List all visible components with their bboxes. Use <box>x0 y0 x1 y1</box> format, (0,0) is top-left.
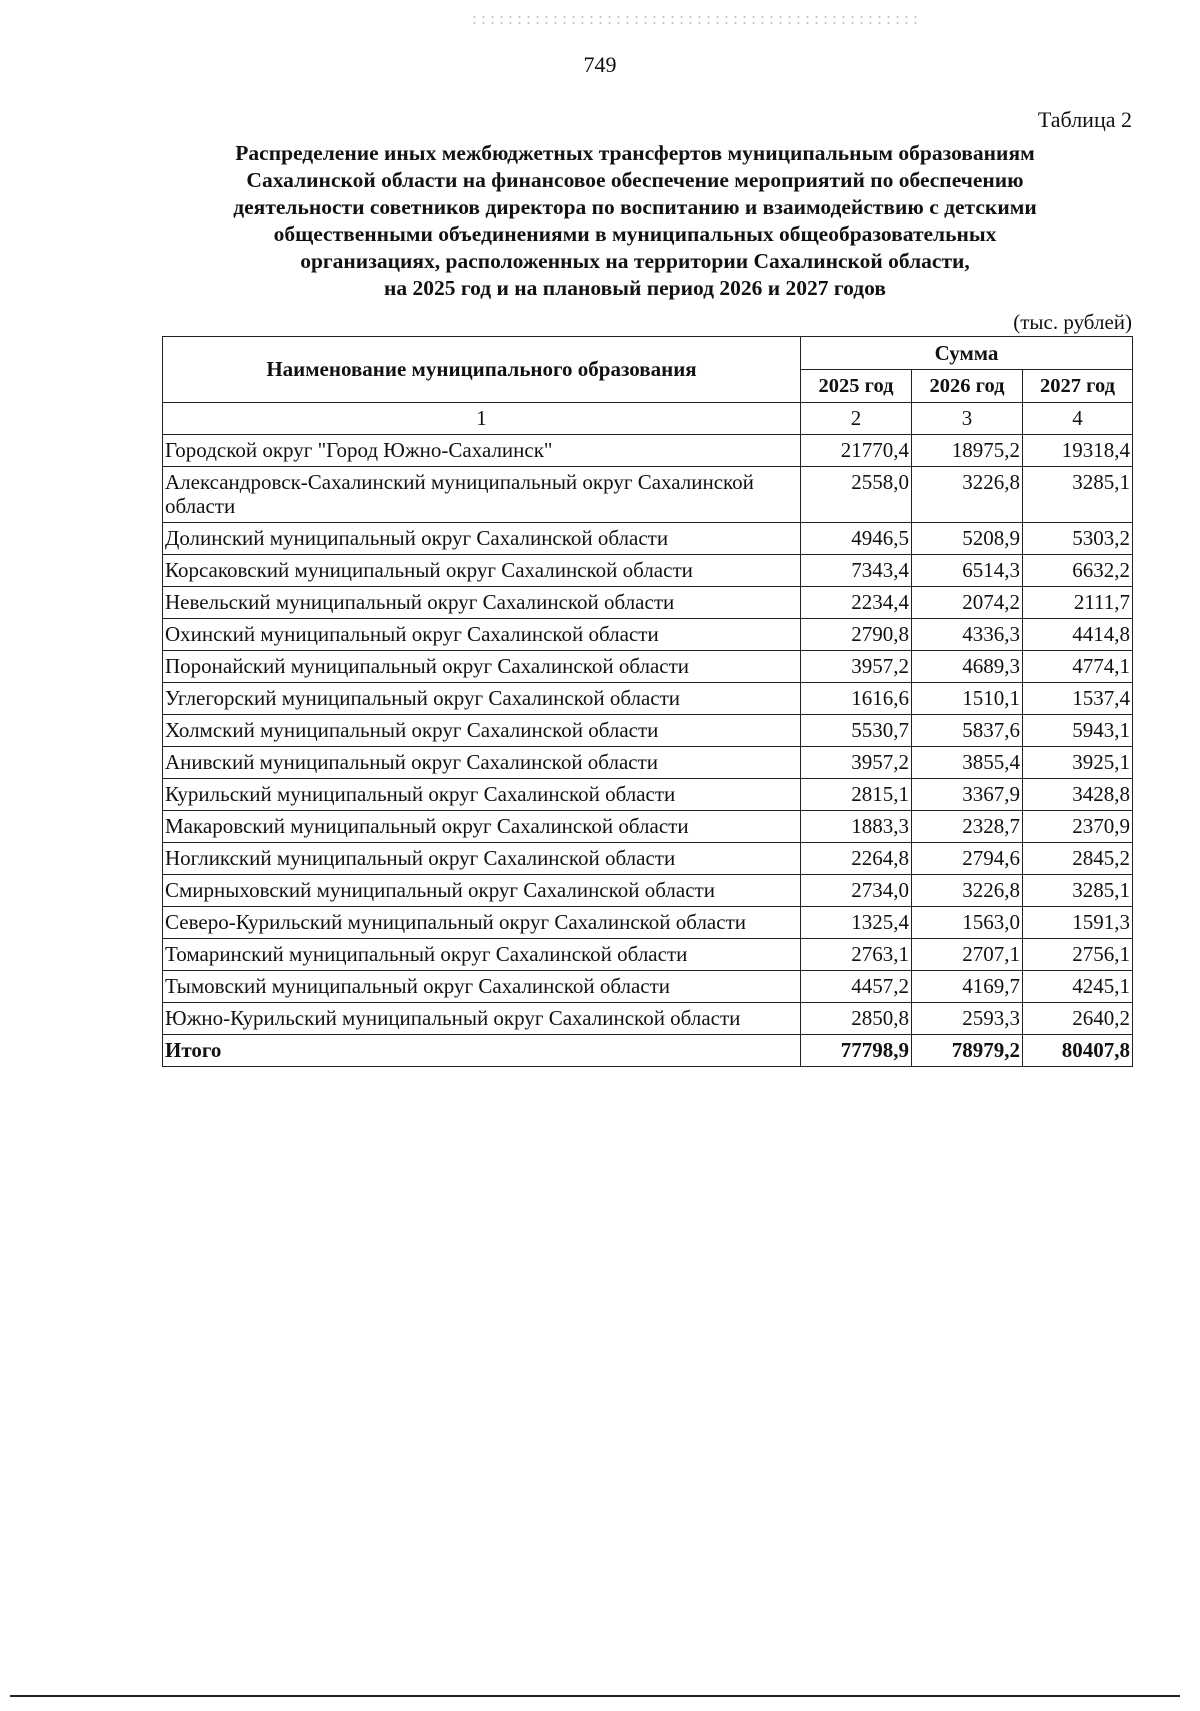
value-2025: 2790,8 <box>801 619 912 651</box>
value-2026: 5208,9 <box>912 523 1023 555</box>
table-row <box>163 875 1133 907</box>
value-2026: 2328,7 <box>912 811 1023 843</box>
value-2026: 4336,3 <box>912 619 1023 651</box>
municipality-name: Невельский муниципальный округ Сахалинской области <box>163 587 801 619</box>
total-2027: 80407,8 <box>1023 1035 1133 1067</box>
municipality-name: Ногликский муниципальный округ Сахалинской области <box>163 843 801 875</box>
value-2025: 1325,4 <box>801 907 912 939</box>
header-year-2026: 2026 год <box>912 370 1023 403</box>
title-line: организациях, расположенных на территории Сахалинской области, <box>300 249 970 273</box>
table-row <box>163 939 1133 971</box>
value-2025: 2234,4 <box>801 587 912 619</box>
value-2025: 4946,5 <box>801 523 912 555</box>
value-2025: 2850,8 <box>801 1003 912 1035</box>
table-row <box>163 587 1133 619</box>
scan-noise <box>470 14 920 28</box>
value-2026: 2074,2 <box>912 587 1023 619</box>
units-label: (тыс. рублей) <box>1013 310 1132 334</box>
value-2026: 3226,8 <box>912 875 1023 907</box>
title-line: на 2025 год и на плановый период 2026 и 2027 годов <box>384 276 886 300</box>
value-2026: 3226,8 <box>912 467 1023 523</box>
value-2025: 4457,2 <box>801 971 912 1003</box>
value-2027: 2845,2 <box>1023 843 1133 875</box>
value-2027: 4414,8 <box>1023 619 1133 651</box>
municipality-name: Курильский муниципальный округ Сахалинской области <box>163 779 801 811</box>
value-2026: 6514,3 <box>912 555 1023 587</box>
table-row <box>163 435 1133 467</box>
bottom-rule <box>10 1695 1180 1697</box>
total-row <box>163 1035 1133 1067</box>
municipality-name: Поронайский муниципальный округ Сахалинской области <box>163 651 801 683</box>
value-2025: 2815,1 <box>801 779 912 811</box>
value-2025: 3957,2 <box>801 651 912 683</box>
table-row <box>163 555 1133 587</box>
column-number: 4 <box>1023 403 1133 435</box>
column-number: 3 <box>912 403 1023 435</box>
table-row <box>163 651 1133 683</box>
column-number: 1 <box>163 403 801 435</box>
title-line: Распределение иных межбюджетных трансфертов муниципальным образованиям <box>235 141 1035 165</box>
value-2026: 4169,7 <box>912 971 1023 1003</box>
municipality-name: Углегорский муниципальный округ Сахалинской области <box>163 683 801 715</box>
municipality-name: Северо-Курильский муниципальный округ Сахалинской области <box>163 907 801 939</box>
value-2026: 2707,1 <box>912 939 1023 971</box>
value-2026: 3367,9 <box>912 779 1023 811</box>
value-2027: 1537,4 <box>1023 683 1133 715</box>
table-row <box>163 907 1133 939</box>
table-label: Таблица 2 <box>1037 107 1132 132</box>
value-2025: 5530,7 <box>801 715 912 747</box>
header-municipality: Наименование муниципального образования <box>163 337 801 403</box>
total-2025: 77798,9 <box>801 1035 912 1067</box>
document-title <box>170 140 1100 302</box>
value-2027: 2370,9 <box>1023 811 1133 843</box>
value-2027: 4774,1 <box>1023 651 1133 683</box>
table-row <box>163 523 1133 555</box>
table-row <box>163 811 1133 843</box>
header-year-2027: 2027 год <box>1023 370 1133 403</box>
value-2026: 18975,2 <box>912 435 1023 467</box>
column-number: 2 <box>801 403 912 435</box>
value-2025: 2558,0 <box>801 467 912 523</box>
value-2027: 3285,1 <box>1023 875 1133 907</box>
value-2026: 4689,3 <box>912 651 1023 683</box>
header-row <box>163 337 1133 370</box>
total-2026: 78979,2 <box>912 1035 1023 1067</box>
page-number: 749 <box>583 52 617 77</box>
municipality-name: Александровск-Сахалинский муниципальный округ Сахалинской области <box>163 467 801 523</box>
municipality-name: Томаринский муниципальный округ Сахалинской области <box>163 939 801 971</box>
value-2027: 2111,7 <box>1023 587 1133 619</box>
value-2027: 3428,8 <box>1023 779 1133 811</box>
table-row <box>163 715 1133 747</box>
value-2025: 21770,4 <box>801 435 912 467</box>
municipality-name: Долинский муниципальный округ Сахалинской области <box>163 523 801 555</box>
title-line: общественными объединениями в муниципальных общеобразовательных <box>273 222 997 246</box>
value-2027: 3285,1 <box>1023 467 1133 523</box>
table-row <box>163 747 1133 779</box>
header-year-2025: 2025 год <box>801 370 912 403</box>
municipality-name: Макаровский муниципальный округ Сахалинской области <box>163 811 801 843</box>
table-row <box>163 971 1133 1003</box>
transfers-table <box>162 336 1133 1067</box>
value-2027: 4245,1 <box>1023 971 1133 1003</box>
value-2025: 2734,0 <box>801 875 912 907</box>
total-label: Итого <box>163 1035 801 1067</box>
table-row <box>163 467 1133 523</box>
value-2027: 5303,2 <box>1023 523 1133 555</box>
value-2025: 1616,6 <box>801 683 912 715</box>
value-2026: 2794,6 <box>912 843 1023 875</box>
value-2027: 5943,1 <box>1023 715 1133 747</box>
column-numbers-row <box>163 403 1133 435</box>
municipality-name: Корсаковский муниципальный округ Сахалинской области <box>163 555 801 587</box>
table-body <box>163 435 1133 1035</box>
municipality-name: Тымовский муниципальный округ Сахалинской области <box>163 971 801 1003</box>
table-row <box>163 619 1133 651</box>
municipality-name: Южно-Курильский муниципальный округ Сахалинской области <box>163 1003 801 1035</box>
table-row <box>163 779 1133 811</box>
header-sum: Сумма <box>801 337 1133 370</box>
table-row <box>163 683 1133 715</box>
table-row <box>163 843 1133 875</box>
table-row <box>163 1003 1133 1035</box>
municipality-name: Охинский муниципальный округ Сахалинской области <box>163 619 801 651</box>
municipality-name: Смирныховский муниципальный округ Сахалинской области <box>163 875 801 907</box>
value-2025: 3957,2 <box>801 747 912 779</box>
value-2027: 3925,1 <box>1023 747 1133 779</box>
value-2027: 6632,2 <box>1023 555 1133 587</box>
value-2025: 7343,4 <box>801 555 912 587</box>
municipality-name: Холмский муниципальный округ Сахалинской области <box>163 715 801 747</box>
value-2027: 2640,2 <box>1023 1003 1133 1035</box>
value-2025: 1883,3 <box>801 811 912 843</box>
value-2027: 19318,4 <box>1023 435 1133 467</box>
value-2026: 5837,6 <box>912 715 1023 747</box>
value-2027: 1591,3 <box>1023 907 1133 939</box>
value-2025: 2264,8 <box>801 843 912 875</box>
title-line: Сахалинской области на финансовое обеспечение мероприятий по обеспечению <box>246 168 1024 192</box>
value-2026: 3855,4 <box>912 747 1023 779</box>
value-2025: 2763,1 <box>801 939 912 971</box>
title-line: деятельности советников директора по воспитанию и взаимодействию с детскими <box>233 195 1037 219</box>
value-2026: 2593,3 <box>912 1003 1023 1035</box>
value-2026: 1510,1 <box>912 683 1023 715</box>
municipality-name: Городской округ "Город Южно-Сахалинск" <box>163 435 801 467</box>
value-2027: 2756,1 <box>1023 939 1133 971</box>
value-2026: 1563,0 <box>912 907 1023 939</box>
municipality-name: Анивский муниципальный округ Сахалинской области <box>163 747 801 779</box>
